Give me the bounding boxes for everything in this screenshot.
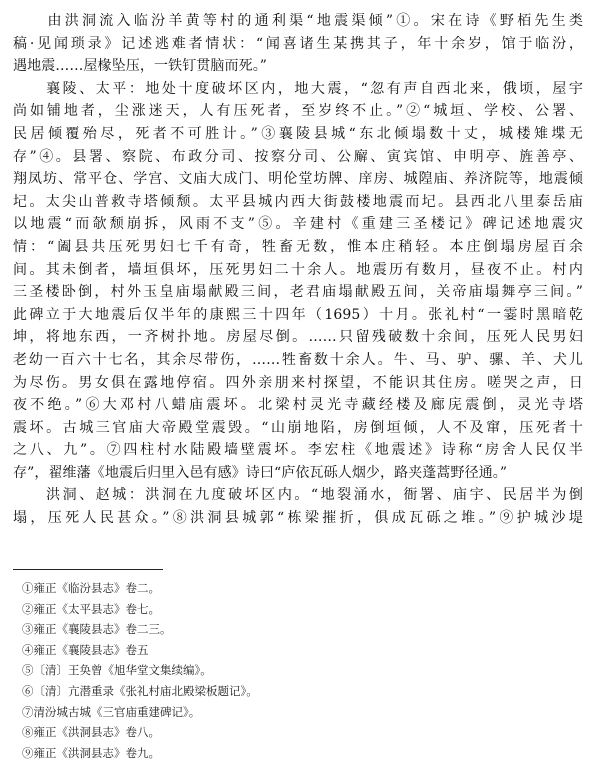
text-line: 圮。太尖山普救寺塔倾颓。太平县城内西大街鼓楼地震而圮。县西北八里泰岳庙 [13,193,583,210]
footnote: ⑧雍正《洪洞县志》卷八。 [22,725,160,740]
text-line: 为尽伤。男女俱在露地停宿。四外亲朋来村探望，不能识其住房。嗟哭之声，日 [13,374,583,391]
footnote: ①雍正《临汾县志》卷二。 [22,581,160,595]
text-line: 洪洞、赵城：洪洞在九度破坏区内。“地裂涌水，衙署、庙宇、民居半为倒 [13,487,583,504]
text-line: 以地震“而欹颓崩拆，风雨不支”⑤。辛建村《重建三圣楼记》碑记述地震灾 [13,216,583,233]
text-line: 由洪洞流入临汾羊黄等村的通利渠“地震渠倾”①。宋在诗《野栢先生类 [13,13,583,29]
text-line: 老幼一百六十七名，其余尽带伤，……牲畜数十余人。牛、马、驴、骡、羊、犬儿 [13,351,583,368]
footnote-divider [13,569,163,570]
text-line: 民居倾覆殆尽，死者不可胜计。”③襄陵县城“东北倾塌数十丈，城楼雉堞无 [13,125,583,142]
footnote: ②雍正《太平县志》卷七。 [22,601,160,616]
text-line: 坤，将地东西，一齐树扑地。房屋尽倒。……只留残破数十余间，压死人民男妇 [13,329,583,346]
text-line: 震坏。古城三官庙大帝殿堂震毁。“山崩地陷，房倒垣倾，人不及窜，压死者十 [13,419,583,436]
text-line: 夜不绝。”⑥大邓村八蜡庙震坏。北梁村灵光寺藏经楼及廊庑震倒，灵光寺塔 [13,397,583,414]
text-line: 三圣楼卧倒，村外玉皇庙塌献殿三间，老君庙塌献殿五间，关帝庙塌舞亭三间。” [13,284,583,301]
text-line: 之八、九”。⑦四柱村水陆殿墙壁震坏。李宏柱《地震述》诗称“房舍人民仅半 [13,442,583,459]
footnote: ⑦清汾城古城《三官庙重建碑记》。 [22,704,201,719]
text-line: 存”④。县署、察院、布政分司、按察分司、公廨、寅宾馆、申明亭、旌善亭、 [13,148,583,165]
text-line: 翔凤坊、常平仓、学宫、文庙大成门、明伦堂坊牌、庠房、城隍庙、养济院等，地震倾 [13,171,583,188]
footnote: ⑨雍正《洪洞县志》卷九。 [22,745,160,760]
text-line: 存”，翟维藩《地震后归里入邑有感》诗曰“庐依瓦砾人烟少，路夹蓬蒿野径通。” [13,464,508,481]
text-line: 尚如铺地者，尘涨迷天，人有压死者，至岁终不止。”②“城垣、学校、公署、 [13,103,583,120]
text-line: 间。其未倒者，墙垣俱坏，压死男妇二十余人。地震历有数月，昼夜不止。村内 [13,261,583,278]
footnote: ⑤〔清〕王奂曾《旭华堂文集续编》。 [22,663,212,678]
footnote: ⑥〔清〕亢潜重录《张礼村庙北殿梁板题记》。 [22,683,258,698]
text-line: 遇地震……屋椽坠压，一铁钉贯脑而死。” [13,58,268,75]
footnote: ④雍正《襄陵县志》卷五 [22,642,149,657]
footnotes [22,578,362,763]
text-line: 塌，压死人民甚众。”⑧洪洞县城郭“栋梁摧折，俱成瓦砾之堆。”⑨护城沙堤 [13,510,583,527]
text-line: 情：“阖县共压死男妇七千有奇，牲畜无数，惟本庄稍轻。本庄倒塌房屋百余 [13,238,583,255]
text-line: 襄陵、太平：地处十度破坏区内，地大震，“忽有声自西北来，俄顷，屋宇 [13,80,583,97]
text-line: 此碑立于大地震后仅半年的康熙三十四年（1695）十月。张礼村“一霎时黑暗乾 [13,306,583,323]
footnote: ③雍正《襄陵县志》卷二三。 [22,622,172,637]
text-line: 稿·见闻琐录》记述逃难者情状：“闻喜诸生某携其子，年十余岁，馆于临汾， [13,35,583,52]
body-text [13,10,583,530]
